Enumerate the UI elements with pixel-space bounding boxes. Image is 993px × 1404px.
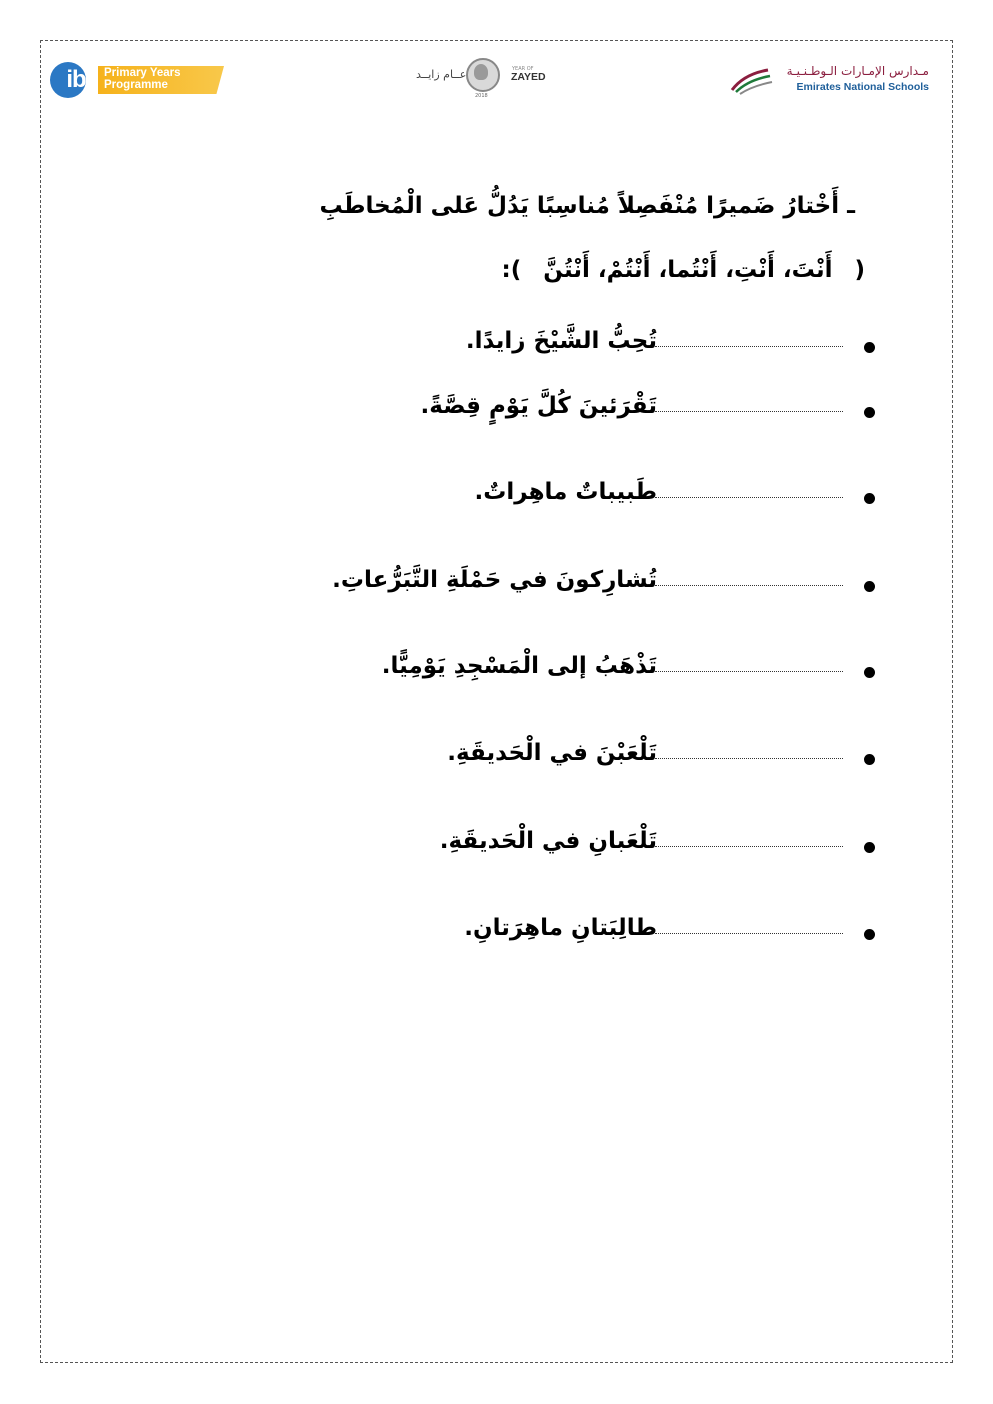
item-sentence: طَبيباتٌ ماهِراتٌ. (474, 479, 657, 505)
bullet-icon (864, 754, 875, 765)
ens-arabic-name: مـدارس الإمـارات الـوطـنـيـة (786, 64, 929, 78)
ib-line2: Programme (104, 79, 168, 91)
answer-blank[interactable] (655, 346, 843, 347)
emirates-national-schools-logo (728, 62, 933, 98)
item-sentence: تَلْعَبانِ في الْحَديقَةِ. (439, 828, 657, 854)
bullet-icon (864, 929, 875, 940)
bullet-icon (864, 581, 875, 592)
pronoun-options (502, 257, 865, 283)
exercise-item-4 (255, 567, 875, 607)
answer-blank[interactable] (655, 585, 843, 586)
exercise-item-5 (255, 653, 875, 693)
zayed-year: 2018 (475, 93, 488, 99)
options-open-paren: ( (854, 257, 865, 283)
zayed-arabic-text: عــام زايــد (416, 68, 467, 81)
instruction-text: ـ أَخْتارُ ضَميرًا مُنْفَصِلاً مُناسِبًا يَدُلُّ عَلى الْمُخاطَبِ (319, 193, 855, 219)
ib-line1: Primary Years (104, 67, 181, 79)
answer-blank[interactable] (655, 671, 843, 672)
answer-blank[interactable] (655, 758, 843, 759)
bullet-icon (864, 667, 875, 678)
item-sentence: تَقْرَئينَ كُلَّ يَوْمٍ قِصَّةً. (420, 393, 657, 419)
bullet-icon (864, 342, 875, 353)
ens-swoosh-icon (728, 64, 774, 96)
exercise-item-2 (255, 393, 875, 433)
exercise-item-7 (255, 828, 875, 868)
ib-letters: ib (66, 66, 86, 93)
exercise-item-1 (255, 328, 875, 368)
answer-blank[interactable] (655, 933, 843, 934)
options-close-paren: ): (501, 257, 522, 283)
answer-blank[interactable] (655, 846, 843, 847)
bullet-icon (864, 842, 875, 853)
item-sentence: تُشارِكونَ في حَمْلَةِ التَّبَرُّعاتِ. (332, 567, 657, 593)
exercise-item-6 (255, 740, 875, 780)
item-sentence: تَذْهَبُ إلى الْمَسْجِدِ يَوْمِيًّا. (381, 653, 657, 679)
bullet-icon (864, 407, 875, 418)
item-sentence: تُحِبُّ الشَّيْخَ زايدًا. (465, 328, 657, 354)
ens-english-name: Emirates National Schools (796, 81, 929, 93)
options-list: أَنْتَ، أَنْتِ، أَنْتُما، أَنْتُمْ، أَنْتُنَّ (543, 257, 833, 283)
bullet-icon (864, 493, 875, 504)
item-sentence: تَلْعَبْنَ في الْحَديقَةِ. (447, 740, 657, 766)
item-sentence: طالِبَتانِ ماهِرَتانِ. (464, 915, 657, 941)
zayed-head-shape (474, 64, 488, 80)
exercise-item-3 (255, 479, 875, 519)
ib-pyp-logo (50, 62, 226, 98)
page-border (40, 40, 953, 1363)
ib-programme-text (104, 67, 181, 91)
year-of-zayed-logo (416, 56, 556, 102)
exercise-item-8 (255, 915, 875, 955)
answer-blank[interactable] (655, 411, 843, 412)
zayed-english-text: ZAYED (511, 71, 546, 83)
answer-blank[interactable] (655, 497, 843, 498)
zayed-year-of: YEAR OF (512, 66, 534, 72)
